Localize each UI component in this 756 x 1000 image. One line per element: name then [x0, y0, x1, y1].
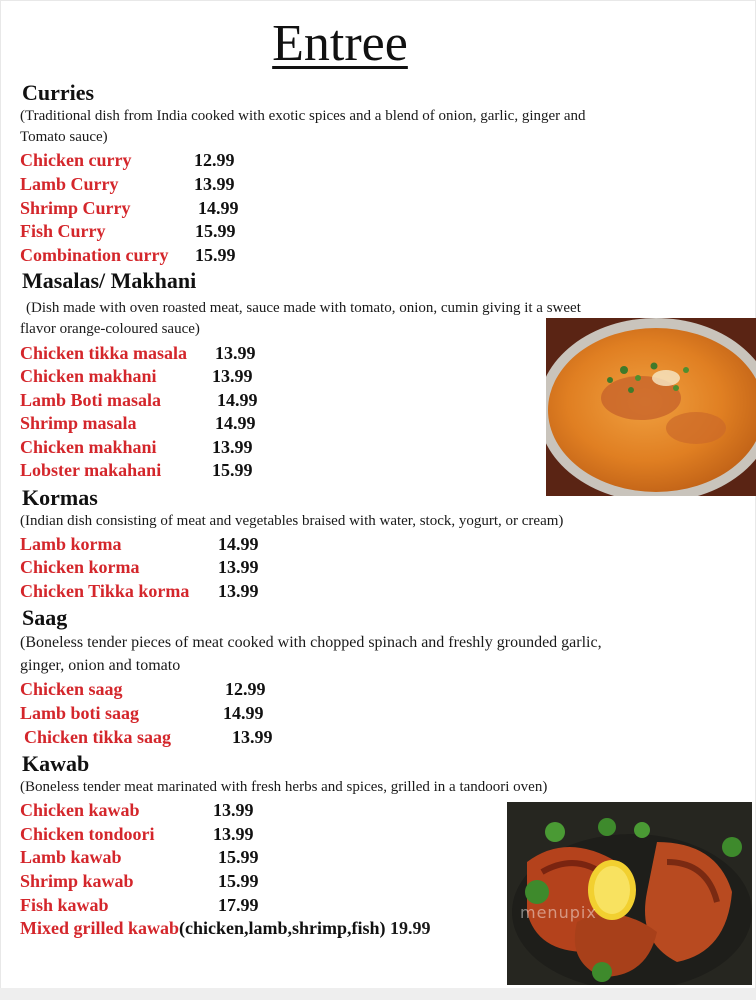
- menu-item: [20, 579, 259, 603]
- item-name: Chicken saag: [20, 679, 123, 699]
- item-name: Chicken curry: [20, 150, 132, 170]
- item-extra: (chicken,lamb,shrimp,fish): [179, 918, 386, 938]
- item-name: Shrimp Curry: [20, 198, 131, 218]
- menu-item: [20, 411, 256, 435]
- menu-item: [20, 148, 235, 172]
- menu-item: [20, 196, 239, 220]
- menu-item: [20, 435, 253, 459]
- item-price: 13.99: [215, 343, 256, 363]
- item-name: Chicken tondoori: [20, 824, 155, 844]
- bottom-strip: [0, 988, 756, 1000]
- item-price: 15.99: [212, 460, 253, 480]
- section-heading-curries: Curries: [22, 80, 95, 105]
- item-name: Shrimp masala: [20, 413, 137, 433]
- watermark: menupix: [520, 903, 597, 922]
- section-desc-kawab-line1: (Boneless tender meat marinated with fresh herbs and spices, grilled in a tandoori oven): [20, 779, 548, 795]
- item-name: Lamb Boti masala: [20, 390, 162, 410]
- item-price: 14.99: [217, 390, 258, 410]
- item-price: 15.99: [218, 871, 259, 891]
- menu-item: [20, 219, 236, 243]
- page-title: Entree: [272, 15, 408, 72]
- item-name: Chicken makhani: [20, 366, 157, 386]
- item-price: 13.99: [232, 727, 273, 747]
- section-desc-kormas-line1: (Indian dish consisting of meat and vegetables braised with water, stock, yogurt, or cream): [20, 513, 564, 529]
- item-name: Chicken makhani: [20, 437, 157, 457]
- menu-item: [24, 725, 273, 749]
- section-desc-saag-line2: ginger, onion and tomato: [20, 657, 181, 674]
- item-name: Chicken tikka saag: [24, 727, 172, 747]
- menu-item: [20, 555, 259, 579]
- menu-item: [20, 341, 256, 365]
- menu-item: [20, 893, 259, 917]
- tikka-masala-photo: [546, 318, 756, 496]
- item-price: 19.99: [390, 918, 431, 938]
- item-price: 15.99: [195, 221, 236, 241]
- item-price: 13.99: [213, 824, 254, 844]
- item-price: 13.99: [194, 174, 235, 194]
- item-price: 13.99: [212, 366, 253, 386]
- menu-item: [20, 916, 431, 940]
- section-desc-saag-line1: (Boneless tender pieces of meat cooked with chopped spinach and freshly grounded garlic,: [20, 634, 602, 651]
- item-price: 13.99: [218, 557, 259, 577]
- item-price: 13.99: [213, 800, 254, 820]
- item-name: Lamb Curry: [20, 174, 119, 194]
- menu-item: [20, 869, 259, 893]
- item-name: Combination curry: [20, 245, 169, 265]
- section-desc-masalas-line1: (Dish made with oven roasted meat, sauce made with tomato, onion, cumin giving it a sweet: [26, 300, 581, 316]
- section-heading-kawab: Kawab: [22, 751, 90, 776]
- item-name: Mixed grilled kawab: [20, 918, 180, 938]
- item-name: Fish kawab: [20, 895, 109, 915]
- menu-item: [20, 798, 254, 822]
- item-name: Chicken korma: [20, 557, 140, 577]
- item-name: Chicken Tikka korma: [20, 581, 190, 601]
- item-price: 12.99: [225, 679, 266, 699]
- item-name: Lobster makahani: [20, 460, 162, 480]
- section-heading-kormas: Kormas: [22, 485, 98, 510]
- menu-item: [20, 364, 253, 388]
- menu-item: [20, 532, 259, 556]
- section-desc-masalas-line2: flavor orange-coloured sauce): [20, 321, 200, 337]
- item-price: 13.99: [218, 581, 259, 601]
- item-price: 14.99: [218, 534, 259, 554]
- menu-item: [20, 822, 254, 846]
- menu-item: [20, 845, 259, 869]
- item-price: 12.99: [194, 150, 235, 170]
- tandoori-platter-illustration: [507, 802, 752, 985]
- menu-item: [20, 388, 258, 412]
- item-name: Chicken tikka masala: [20, 343, 188, 363]
- item-name: Lamb boti saag: [20, 703, 140, 723]
- section-heading-masalas: Masalas/ Makhani: [22, 268, 197, 293]
- item-name: Lamb kawab: [20, 847, 122, 867]
- menu-item: [20, 243, 236, 267]
- section-desc-curries-line2: Tomato sauce): [20, 129, 108, 145]
- menu-item: [20, 172, 235, 196]
- item-name: Fish Curry: [20, 221, 106, 241]
- menu-item: [20, 458, 253, 482]
- tandoori-chicken-photo: [507, 802, 752, 985]
- item-name: Chicken kawab: [20, 800, 140, 820]
- item-price: 13.99: [212, 437, 253, 457]
- item-name: Shrimp kawab: [20, 871, 134, 891]
- menu-item: [20, 701, 264, 725]
- item-price: 17.99: [218, 895, 259, 915]
- curry-bowl-illustration: [546, 318, 756, 496]
- section-desc-curries-line1: (Traditional dish from India cooked with exotic spices and a blend of onion, garlic, ginger and: [20, 108, 586, 124]
- item-price: 14.99: [223, 703, 264, 723]
- item-name: Lamb korma: [20, 534, 122, 554]
- menu-item: [20, 677, 266, 701]
- item-price: 15.99: [195, 245, 236, 265]
- item-price: 14.99: [215, 413, 256, 433]
- item-price: 15.99: [218, 847, 259, 867]
- section-heading-saag: Saag: [22, 605, 68, 630]
- item-price: 14.99: [198, 198, 239, 218]
